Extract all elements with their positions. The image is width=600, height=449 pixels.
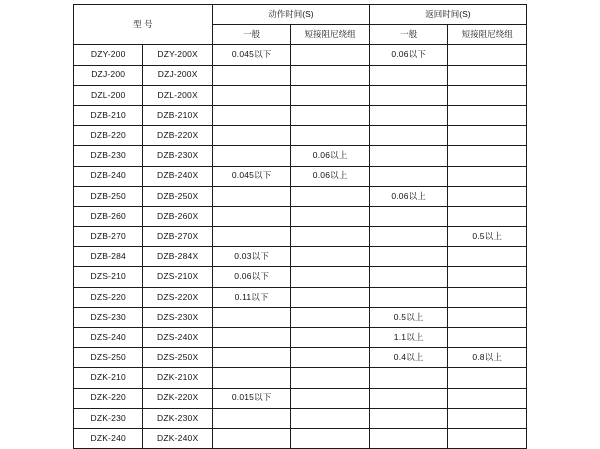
cell-model-a: DZB-260 [74, 206, 143, 226]
cell-return-normal [369, 85, 448, 105]
cell-return-damped [448, 267, 527, 287]
table-row [74, 126, 527, 146]
cell-model-a: DZS-240 [74, 328, 143, 348]
cell-model-a: DZB-270 [74, 227, 143, 247]
table-row [74, 408, 527, 428]
table-row [74, 247, 527, 267]
cell-action-normal: 0.045以下 [212, 45, 291, 65]
cell-model-b: DZB-270X [143, 227, 212, 247]
cell-model-b: DZS-250X [143, 348, 212, 368]
cell-return-damped [448, 287, 527, 307]
cell-model-a: DZJ-200 [74, 65, 143, 85]
cell-return-normal [369, 247, 448, 267]
cell-model-a: DZL-200 [74, 85, 143, 105]
cell-model-b: DZB-220X [143, 126, 212, 146]
cell-return-damped [448, 166, 527, 186]
header-return-normal: 一般 [369, 25, 448, 45]
cell-return-damped [448, 368, 527, 388]
cell-action-damped [291, 428, 370, 448]
cell-action-damped [291, 126, 370, 146]
table-row [74, 206, 527, 226]
cell-action-damped [291, 348, 370, 368]
cell-action-damped [291, 408, 370, 428]
cell-return-normal [369, 166, 448, 186]
cell-model-a: DZK-230 [74, 408, 143, 428]
cell-model-a: DZS-250 [74, 348, 143, 368]
cell-model-b: DZS-240X [143, 328, 212, 348]
cell-action-normal [212, 408, 291, 428]
cell-action-normal [212, 368, 291, 388]
cell-action-normal [212, 227, 291, 247]
cell-action-normal: 0.045以下 [212, 166, 291, 186]
cell-return-damped [448, 146, 527, 166]
cell-action-normal [212, 348, 291, 368]
cell-model-b: DZJ-200X [143, 65, 212, 85]
table-row [74, 428, 527, 448]
cell-return-normal [369, 105, 448, 125]
cell-model-a: DZY-200 [74, 45, 143, 65]
header-action-damped: 短接阻尼绕组 [291, 25, 370, 45]
cell-return-normal [369, 227, 448, 247]
cell-action-normal [212, 428, 291, 448]
table-row [74, 328, 527, 348]
cell-return-normal [369, 408, 448, 428]
cell-model-b: DZB-230X [143, 146, 212, 166]
cell-action-damped: 0.06以上 [291, 166, 370, 186]
cell-model-b: DZK-210X [143, 368, 212, 388]
cell-return-damped [448, 85, 527, 105]
cell-return-damped [448, 408, 527, 428]
cell-action-damped [291, 206, 370, 226]
cell-return-damped [448, 428, 527, 448]
cell-action-damped [291, 328, 370, 348]
cell-model-b: DZB-210X [143, 105, 212, 125]
cell-action-normal [212, 105, 291, 125]
cell-return-damped [448, 105, 527, 125]
cell-action-damped [291, 267, 370, 287]
cell-return-normal: 1.1以上 [369, 328, 448, 348]
cell-return-normal: 0.06以下 [369, 45, 448, 65]
cell-return-normal [369, 126, 448, 146]
cell-return-damped [448, 186, 527, 206]
cell-model-a: DZB-210 [74, 105, 143, 125]
cell-model-b: DZS-210X [143, 267, 212, 287]
cell-model-b: DZB-260X [143, 206, 212, 226]
cell-model-a: DZK-240 [74, 428, 143, 448]
cell-model-a: DZB-250 [74, 186, 143, 206]
cell-return-damped [448, 307, 527, 327]
cell-return-damped [448, 328, 527, 348]
cell-action-damped [291, 388, 370, 408]
cell-action-normal: 0.06以下 [212, 267, 291, 287]
cell-return-normal [369, 388, 448, 408]
cell-return-normal: 0.4以上 [369, 348, 448, 368]
cell-action-damped [291, 247, 370, 267]
cell-return-damped: 0.5以上 [448, 227, 527, 247]
table-row [74, 267, 527, 287]
cell-return-damped [448, 247, 527, 267]
cell-action-damped: 0.06以上 [291, 146, 370, 166]
cell-action-damped [291, 65, 370, 85]
header-group-return-time: 返回时间(S) [369, 5, 526, 25]
cell-action-damped [291, 186, 370, 206]
cell-return-normal [369, 287, 448, 307]
cell-action-normal: 0.03以下 [212, 247, 291, 267]
cell-model-a: DZB-284 [74, 247, 143, 267]
table-row [74, 45, 527, 65]
table-row [74, 105, 527, 125]
table-row [74, 85, 527, 105]
cell-return-normal [369, 206, 448, 226]
cell-return-damped [448, 45, 527, 65]
cell-model-a: DZB-240 [74, 166, 143, 186]
table-row [74, 186, 527, 206]
table-header-row-groups [74, 5, 527, 25]
cell-action-normal [212, 186, 291, 206]
table-row [74, 388, 527, 408]
cell-action-normal: 0.11以下 [212, 287, 291, 307]
table-body [74, 45, 527, 449]
cell-action-damped [291, 287, 370, 307]
cell-model-b: DZK-240X [143, 428, 212, 448]
header-group-action-time: 动作时间(S) [212, 5, 369, 25]
cell-model-b: DZL-200X [143, 85, 212, 105]
cell-model-a: DZS-220 [74, 287, 143, 307]
table-row [74, 146, 527, 166]
cell-return-damped [448, 65, 527, 85]
cell-action-normal [212, 206, 291, 226]
cell-return-normal [369, 65, 448, 85]
cell-model-a: DZK-220 [74, 388, 143, 408]
cell-model-b: DZS-230X [143, 307, 212, 327]
cell-action-normal [212, 85, 291, 105]
table-row [74, 227, 527, 247]
cell-action-normal [212, 307, 291, 327]
cell-return-normal: 0.06以上 [369, 186, 448, 206]
relay-timing-table [73, 4, 527, 449]
table-header [74, 5, 527, 45]
cell-return-normal [369, 146, 448, 166]
cell-return-damped [448, 206, 527, 226]
cell-return-damped [448, 388, 527, 408]
cell-action-normal: 0.015以下 [212, 388, 291, 408]
cell-model-b: DZB-250X [143, 186, 212, 206]
header-return-damped: 短接阻尼绕组 [448, 25, 527, 45]
cell-return-damped [448, 126, 527, 146]
cell-model-b: DZK-230X [143, 408, 212, 428]
cell-model-a: DZS-210 [74, 267, 143, 287]
cell-model-b: DZS-220X [143, 287, 212, 307]
cell-model-a: DZS-230 [74, 307, 143, 327]
cell-action-damped [291, 85, 370, 105]
cell-model-b: DZB-240X [143, 166, 212, 186]
cell-return-normal: 0.5以上 [369, 307, 448, 327]
cell-model-b: DZK-220X [143, 388, 212, 408]
cell-action-damped [291, 368, 370, 388]
cell-action-normal [212, 65, 291, 85]
table-row [74, 348, 527, 368]
table-row [74, 368, 527, 388]
cell-action-normal [212, 328, 291, 348]
cell-model-b: DZB-284X [143, 247, 212, 267]
table-row [74, 307, 527, 327]
cell-return-normal [369, 368, 448, 388]
cell-model-a: DZK-210 [74, 368, 143, 388]
cell-model-a: DZB-230 [74, 146, 143, 166]
cell-model-a: DZB-220 [74, 126, 143, 146]
header-action-normal: 一般 [212, 25, 291, 45]
cell-action-damped [291, 105, 370, 125]
cell-return-normal [369, 428, 448, 448]
table-row [74, 287, 527, 307]
cell-action-damped [291, 307, 370, 327]
cell-action-normal [212, 146, 291, 166]
cell-return-damped: 0.8以上 [448, 348, 527, 368]
header-model: 型 号 [74, 5, 213, 45]
cell-return-normal [369, 267, 448, 287]
table-row [74, 65, 527, 85]
table-row [74, 166, 527, 186]
cell-action-normal [212, 126, 291, 146]
cell-action-damped [291, 45, 370, 65]
cell-action-damped [291, 227, 370, 247]
cell-model-b: DZY-200X [143, 45, 212, 65]
